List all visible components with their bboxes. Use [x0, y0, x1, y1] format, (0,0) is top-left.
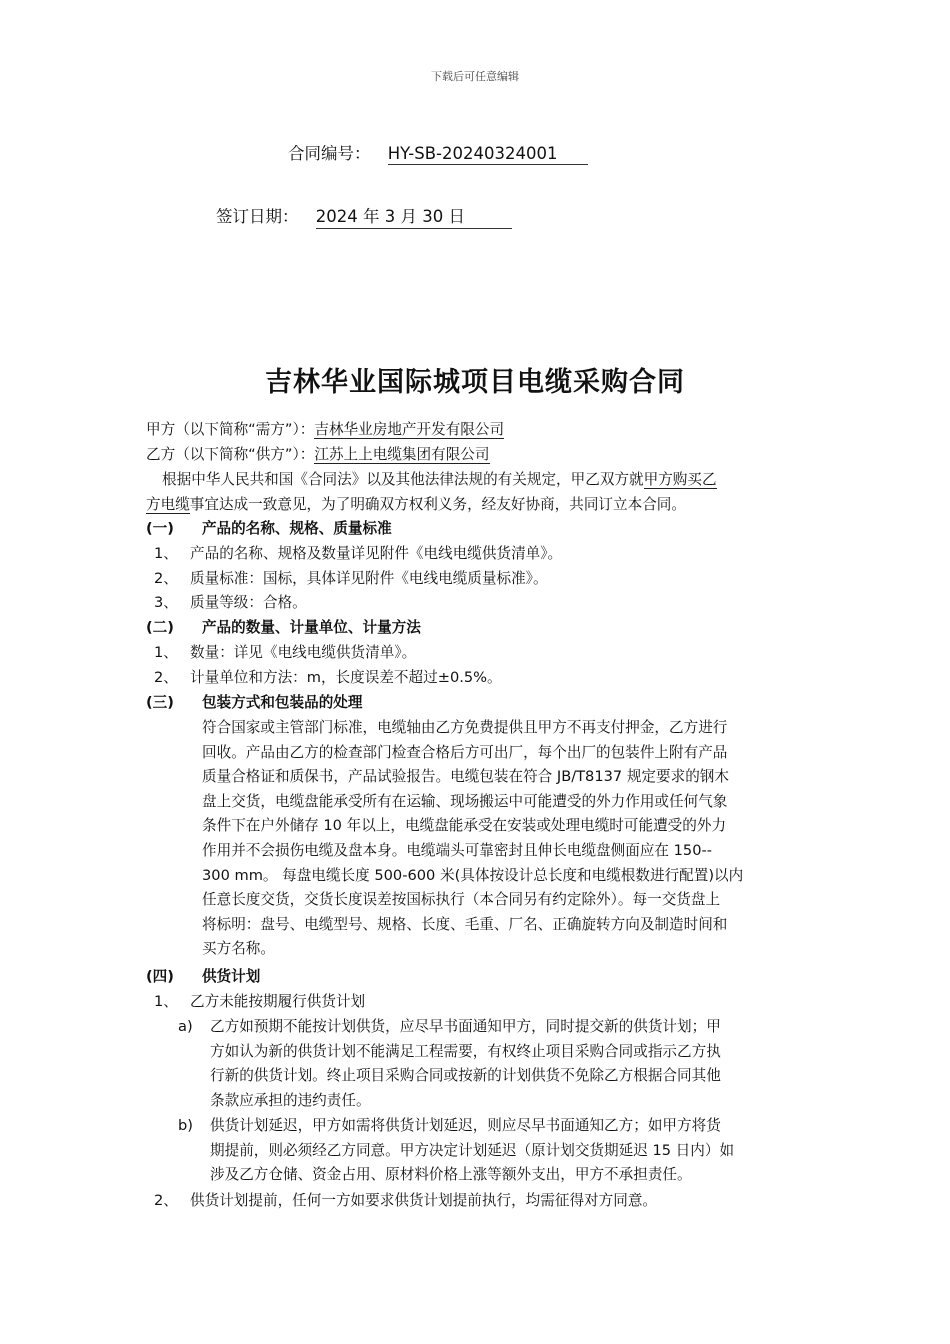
party-b-name: 江苏上上电缆集团有限公司	[314, 446, 490, 463]
section-body	[202, 716, 822, 962]
sub-item-body	[210, 1015, 822, 1113]
intro-underlined-text: 甲方购买乙	[643, 471, 717, 488]
paragraph-line: 回收。产品由乙方的检查部门检查合格后方可出厂，每个出厂的包装件上附有产品	[202, 743, 728, 761]
section-heading	[146, 691, 362, 716]
party-a-name: 吉林华业房地产开发有限公司	[314, 421, 505, 438]
list-item	[154, 591, 307, 616]
section-number: (三)	[146, 694, 174, 711]
section-number: (一)	[146, 520, 174, 537]
item-text: 产品的名称、规格及数量详见附件《电线电缆供货清单》。	[190, 545, 563, 562]
list-item	[154, 567, 548, 592]
paragraph-line: 供货计划延迟，甲方如需将供货计划延迟，则应尽早书面通知乙方；如甲方将货	[210, 1117, 721, 1134]
paragraph-line: 条款应承担的违约责任。	[210, 1091, 371, 1109]
list-item	[154, 1189, 658, 1214]
item-text: 乙方未能按期履行供货计划	[190, 993, 366, 1010]
item-text: 计量单位和方法：m，长度误差不超过±0.5%。	[190, 669, 502, 686]
item-text: 质量等级：合格。	[190, 594, 307, 611]
sign-date-value: 2024 年 3 月 30 日	[316, 203, 512, 229]
paragraph-line: 300 mm。 每盘电缆长度 500-600 米(具体按设计总长度和电缆根数进行配置)以内	[202, 866, 744, 884]
paragraph-line: 买方名称。	[202, 940, 275, 958]
party-b-line	[146, 443, 490, 468]
sub-item-body	[210, 1114, 822, 1188]
paragraph-line: 期提前，则必须经乙方同意。甲方决定计划延迟（原计划交货期延迟 15 日内）如	[210, 1141, 735, 1159]
list-item	[154, 990, 366, 1015]
section-title: 供货计划	[201, 968, 261, 985]
section-title: 产品的名称、规格、质量标准	[201, 520, 392, 537]
intro-text: 事宜达成一致意见，为了明确双方权利义务，经友好协商，共同订立本合同。	[189, 496, 686, 513]
section-heading	[146, 517, 392, 542]
list-item	[154, 666, 502, 691]
paragraph-line: 质量合格证和质保书，产品试验报告。电缆包装在符合 JB/T8137 规定要求的钢木	[202, 768, 729, 786]
intro-line-2	[146, 493, 686, 518]
item-number: 2、	[154, 1192, 178, 1209]
section-number: (四)	[146, 968, 174, 985]
section-heading	[146, 616, 421, 641]
paragraph-line: 乙方如预期不能按计划供货，应尽早书面通知甲方，同时提交新的供货计划；甲	[210, 1018, 721, 1035]
paragraph-line: 作用并不会损伤电缆及盘本身。电缆端头可靠密封且伸长电缆盘侧面应在 150--	[202, 841, 713, 859]
contract-number-row	[288, 140, 588, 165]
item-number: 1、	[154, 644, 178, 661]
contract-number-label: 合同编号：	[288, 144, 371, 163]
paragraph-line: 涉及乙方仓储、资金占用、原材料价格上涨等额外支出，甲方不承担责任。	[210, 1166, 692, 1184]
section-heading	[146, 965, 260, 990]
party-a-label: 甲方（以下简称“需方”）：	[146, 421, 315, 438]
document-title: 吉林华业国际城项目电缆采购合同	[265, 367, 685, 398]
sign-date-row	[216, 203, 512, 229]
item-text: 质量标准：国标，具体详见附件《电线电缆质量标准》。	[190, 570, 548, 587]
sign-date-label: 签订日期：	[216, 207, 299, 226]
list-item	[154, 641, 417, 666]
item-number: 1、	[154, 545, 178, 562]
contract-number-value: HY-SB-20240324001	[388, 144, 588, 165]
item-text: 供货计划提前，任何一方如要求供货计划提前执行，均需征得对方同意。	[190, 1192, 658, 1209]
section-title: 产品的数量、计量单位、计量方法	[201, 619, 421, 636]
party-a-line	[146, 418, 504, 443]
intro-text: 根据中华人民共和国《合同法》以及其他法律法规的有关规定，甲乙双方就	[162, 471, 644, 488]
item-number: 3、	[154, 594, 178, 611]
item-number: 2、	[154, 669, 178, 686]
party-b-label: 乙方（以下简称“供方”）：	[146, 446, 315, 463]
paragraph-line: 符合国家或主管部门标准，电缆轴由乙方免费提供且甲方不再支付押金，乙方进行	[202, 719, 728, 736]
item-number: 2、	[154, 570, 178, 587]
paragraph-line: 方如认为新的供货计划不能满足工程需要，有权终止项目采购合同或指示乙方执	[210, 1042, 721, 1060]
item-text: 数量：详见《电线电缆供货清单》。	[190, 644, 417, 661]
paragraph-line: 条件下在户外储存 10 年以上，电缆盘能承受在安装或处理电缆时可能遭受的外力	[202, 817, 727, 835]
sub-item-marker: a)	[178, 1018, 193, 1035]
paragraph-line: 行新的供货计划。终止项目采购合同或按新的计划供货不免除乙方根据合同其他	[210, 1067, 721, 1085]
list-item	[154, 542, 563, 567]
paragraph-line: 任意长度交货，交货长度误差按国标执行（本合同另有约定除外）。每一交货盘上	[202, 891, 721, 909]
item-number: 1、	[154, 993, 178, 1010]
paragraph-line: 盘上交货，电缆盘能承受所有在运输、现场搬运中可能遭受的外力作用或任何气象	[202, 792, 728, 810]
section-number: (二)	[146, 619, 174, 636]
watermark: 下载后可任意编辑	[431, 70, 519, 83]
intro-line-1	[162, 468, 717, 493]
intro-underlined-text: 方电缆	[146, 496, 190, 513]
section-title: 包装方式和包装品的处理	[201, 694, 363, 711]
paragraph-line: 将标明：盘号、电缆型号、规格、长度、毛重、厂名、正确旋转方向及制造时间和	[202, 915, 728, 933]
sub-item-marker: b)	[178, 1117, 193, 1134]
